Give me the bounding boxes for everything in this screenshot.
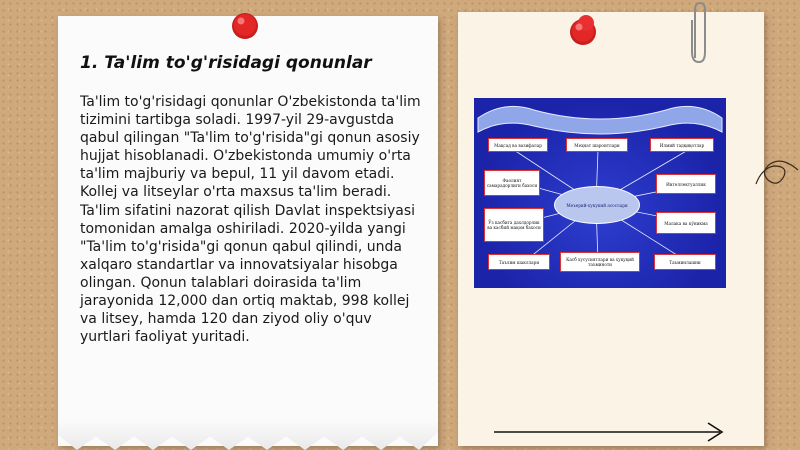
diagram-box: Интеллектуаллик: [656, 174, 716, 194]
slide-title: 1. Ta'lim to'g'risidagi qonunlar: [80, 53, 372, 73]
diagram-center-ellipse: Меъерий-хукукий асослари: [554, 186, 640, 224]
diagram-box: Малака ва кўникма: [656, 212, 716, 234]
diagram-box: Фаолият самарадорлиги бахоси: [484, 170, 540, 196]
diagram-box: Меҳнат шароитлари: [566, 138, 628, 152]
push-pin-icon: [228, 10, 262, 44]
arrow-right-icon: [494, 420, 726, 444]
diagram-box: Илмий тадқиқотлар: [650, 138, 714, 152]
diagram-box: Мақсад ва вазифалар: [488, 138, 548, 152]
paper-clip-icon: [688, 0, 710, 70]
slide-body-text: Ta'lim to'g'risidagi qonunlar O'zbekistonda ta'lim tizimini tartibga soladi. 1997-yil 29-avgustda qabul qilingan "Ta'lim to'g'risida"gi qonun asosiy hujjat hisoblanadi. O'zbekistonda umumiy o'rta ta'lim majburiy va bepul, 11 yil davom etadi. Kollej va litseylar o'rta maxsus ta'lim beradi. Ta'lim sifatini nazorat qilish Davlat inspektsiyasi tomonidan amalga oshiriladi. 2020-yilda yangi "Ta'lim to'g'risida"gi qonun qabul qilindi, unda xalqaro standartlar va innovatsiyalar hisobga olingan. Qonun talablari doirasida ta'lim jarayonida 12,000 dan ortiq maktab, 998 kollej va litsey, hamda 120 dan ziyod oliy o'quv yurtlari faoliyat yuritadi.: [80, 94, 421, 346]
loop-doodle-icon: [752, 150, 800, 200]
diagram-box: Касб хусусиятлари ва ҳуқуқий таъминоти: [560, 252, 640, 272]
push-pin-icon: [566, 14, 600, 48]
diagram-box: Ўз касбига дахлдорлик ва касбий мақом бахоси: [484, 208, 544, 242]
diagram-box: Таъминлашни: [654, 254, 716, 270]
legal-framework-diagram: [474, 98, 726, 288]
diagram-box: Таълим шакллари: [488, 254, 550, 270]
